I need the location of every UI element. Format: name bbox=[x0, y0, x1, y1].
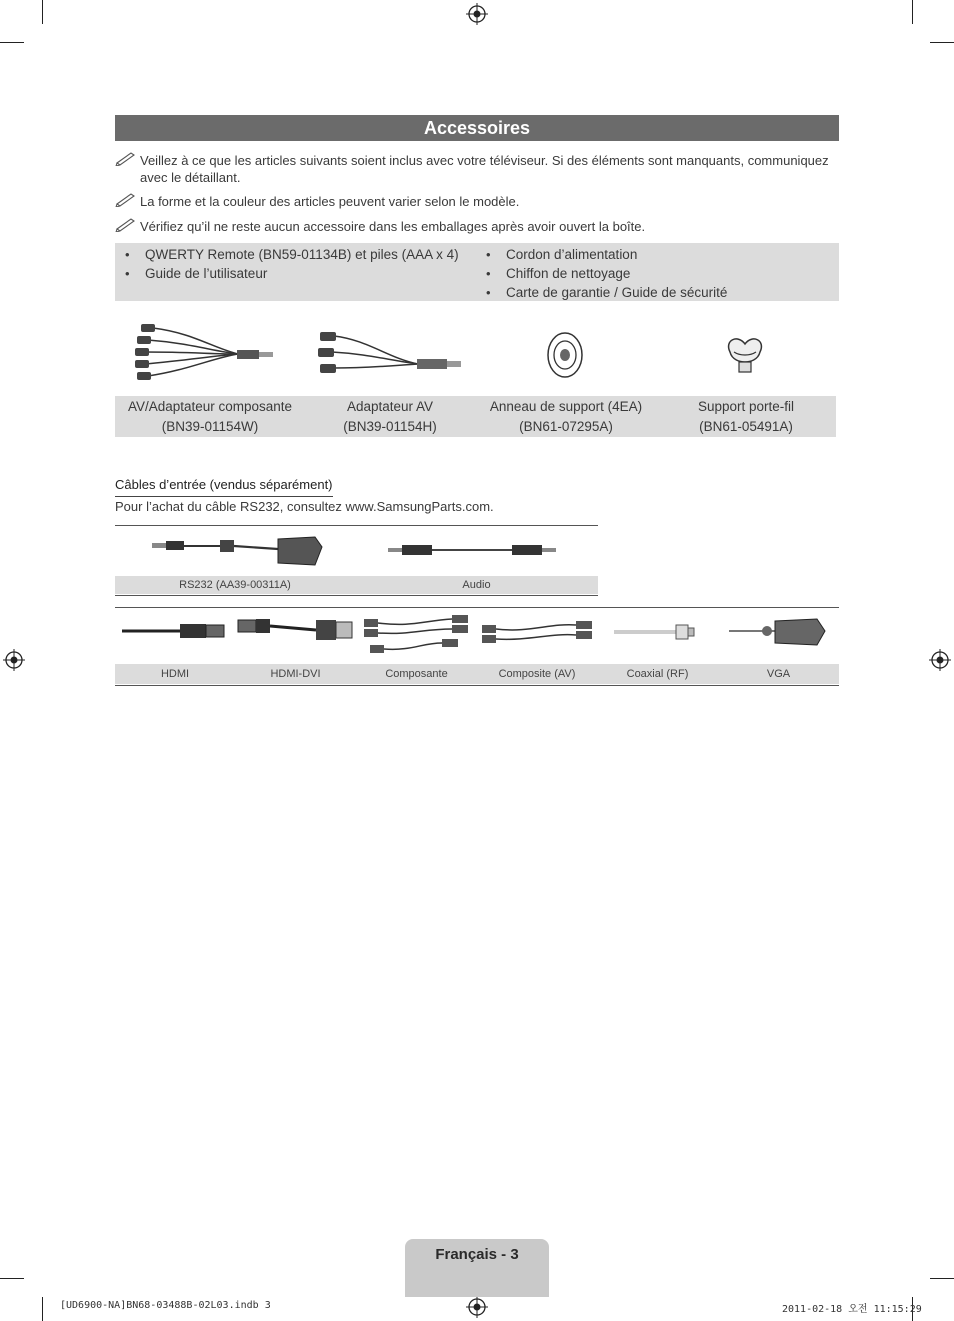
accessory-label bbox=[315, 396, 465, 437]
composite-cable-icon bbox=[480, 617, 596, 649]
cable-labels-row-2 bbox=[115, 664, 839, 684]
divider bbox=[115, 525, 598, 526]
accessory-part: (BN39-01154W) bbox=[161, 419, 259, 434]
date-info: 2011-02-18 오전 11:15:29 bbox=[782, 1304, 922, 1315]
file-info: [UD6900-NA]BN68-03488B-02L03.indb 3 bbox=[60, 1300, 271, 1311]
crop-mark bbox=[912, 0, 913, 24]
list-item: • QWERTY Remote (BN59-01134B) et piles (AAA x 4) bbox=[115, 245, 459, 264]
note-text: Vérifiez qu’il ne reste aucun accessoire dans les emballages après avoir ouvert la boîte. bbox=[140, 219, 646, 234]
accessory-label bbox=[675, 396, 817, 437]
accessory-label bbox=[115, 396, 305, 437]
input-cables-note: Pour l’achat du câble RS232, consultez www.SamsungParts.com. bbox=[115, 499, 494, 514]
hdmi-dvi-cable-icon bbox=[236, 616, 356, 644]
cable-label: Coaxial (RF) bbox=[626, 668, 689, 680]
list-item: • Guide de l’utilisateur bbox=[115, 264, 459, 283]
component-cable-icon bbox=[362, 613, 472, 658]
cable-label: Composite (AV) bbox=[498, 668, 576, 680]
hdmi-cable-icon bbox=[120, 619, 228, 643]
note-item bbox=[115, 193, 839, 210]
accessory-part: (BN39-01154H) bbox=[343, 419, 437, 434]
page-number-tab: Français - 3 bbox=[405, 1239, 549, 1297]
wire-holder-icon bbox=[722, 332, 768, 376]
accessory-part: (BN61-05491A) bbox=[699, 419, 793, 434]
list-item: • Carte de garantie / Guide de sécurité bbox=[476, 283, 727, 302]
av-adapter-cable-icon bbox=[318, 328, 463, 378]
holder-ring-icon bbox=[545, 330, 585, 380]
coaxial-cable-icon bbox=[612, 621, 696, 643]
crop-mark bbox=[0, 42, 24, 43]
registration-mark-icon bbox=[466, 1296, 488, 1318]
registration-mark-icon bbox=[3, 649, 25, 671]
cable-label: VGA bbox=[766, 668, 791, 680]
accessory-name: Adaptateur AV bbox=[346, 399, 434, 414]
cable-label: HDMI-DVI bbox=[270, 668, 321, 680]
registration-mark-icon bbox=[466, 3, 488, 25]
crop-mark bbox=[42, 1297, 43, 1321]
accessory-name: AV/Adaptateur composante bbox=[127, 399, 293, 414]
cable-label: Composante bbox=[385, 668, 448, 680]
accessory-part: (BN61-07295A) bbox=[519, 419, 613, 434]
divider bbox=[115, 685, 839, 686]
included-items-box bbox=[115, 243, 839, 301]
accessory-name: Anneau de support (4EA) bbox=[489, 399, 643, 414]
note-item bbox=[115, 218, 839, 235]
crop-mark bbox=[930, 1278, 954, 1279]
pencil-note-icon bbox=[115, 150, 137, 166]
crop-mark bbox=[930, 42, 954, 43]
audio-cable-icon bbox=[388, 542, 560, 558]
crop-mark bbox=[0, 1278, 24, 1279]
accessory-label bbox=[480, 396, 652, 437]
section-title-bar: Accessoires bbox=[115, 115, 839, 141]
crop-mark bbox=[42, 0, 43, 24]
note-text: avec le détaillant. bbox=[140, 170, 241, 185]
note-item bbox=[115, 152, 839, 186]
registration-mark-icon bbox=[929, 649, 951, 671]
included-items-right bbox=[476, 245, 727, 302]
list-item: • Chiffon de nettoyage bbox=[476, 264, 727, 283]
rs232-cable-icon bbox=[150, 533, 325, 569]
divider bbox=[115, 595, 598, 596]
accessories-labels-row bbox=[115, 396, 836, 437]
note-text: Veillez à ce que les articles suivants soient inclus avec votre téléviseur. Si des éléments sont manquants, communiquez bbox=[140, 153, 829, 168]
vga-cable-icon bbox=[727, 617, 827, 649]
divider bbox=[115, 607, 839, 608]
pencil-note-icon bbox=[115, 216, 137, 232]
pencil-note-icon bbox=[115, 191, 137, 207]
input-cables-heading: Câbles d’entrée (vendus séparément) bbox=[115, 477, 333, 497]
note-text: La forme et la couleur des articles peuvent varier selon le modèle. bbox=[140, 194, 520, 209]
cable-label: RS232 (AA39-00311A) bbox=[179, 579, 291, 591]
included-items-left bbox=[115, 245, 459, 283]
component-adapter-cable-icon bbox=[133, 318, 278, 388]
cable-label: Audio bbox=[462, 579, 491, 591]
cable-label: HDMI bbox=[160, 668, 190, 680]
list-item: • Cordon d’alimentation bbox=[476, 245, 727, 264]
cable-labels-row-1 bbox=[115, 576, 598, 594]
accessory-name: Support porte-fil bbox=[697, 399, 795, 414]
